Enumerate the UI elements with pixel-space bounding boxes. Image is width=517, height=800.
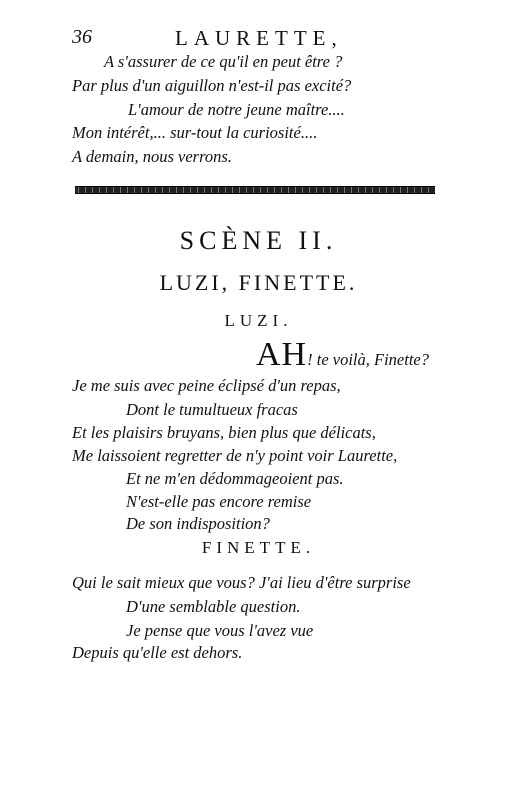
verse-line: Depuis qu'elle est dehors. xyxy=(72,643,243,662)
verse-line: A s'assurer de ce qu'il en peut être ? xyxy=(104,52,343,71)
speaker-luzi: LUZI. xyxy=(224,311,293,330)
verse-line: Par plus d'un aiguillon n'est-il pas excité? xyxy=(72,76,352,95)
verse-line: Et ne m'en dédommageoient pas. xyxy=(126,469,344,488)
verse-line-rest: ! te voilà, Finette? xyxy=(307,350,429,369)
verse-line: L'amour de notre jeune maître.... xyxy=(128,100,345,119)
ornamental-divider xyxy=(75,186,435,194)
verse-line: Et les plaisirs bruyans, bien plus que délicats, xyxy=(72,423,376,442)
verse-line: A demain, nous verrons. xyxy=(72,147,232,166)
scene-characters: LUZI, FINETTE. xyxy=(159,270,358,295)
verse-line: De son indisposition? xyxy=(126,514,270,533)
verse-line: N'est-elle pas encore remise xyxy=(126,492,312,511)
scene-title: SCÈNE II. xyxy=(179,226,338,255)
verse-line: Me laissoient regretter de n'y point voir Laurette, xyxy=(72,446,398,465)
verse-line: Qui le sait mieux que vous? J'ai lieu d'être surprise xyxy=(72,573,411,592)
page-number: 36 xyxy=(72,26,92,48)
verse-line: Je pense que vous l'avez vue xyxy=(126,621,314,640)
verse-line: Dont le tumultueux fracas xyxy=(126,400,298,419)
verse-line-first xyxy=(256,336,429,374)
verse-line: Mon intérêt,... sur-tout la curiosité.... xyxy=(72,123,318,142)
drop-cap: AH xyxy=(256,336,308,373)
running-title: LAURETTE, xyxy=(175,26,343,50)
verse-line: D'une semblable question. xyxy=(126,597,301,616)
verse-line: Je me suis avec peine éclipsé d'un repas, xyxy=(72,376,341,395)
speaker-finette: FINETTE. xyxy=(201,538,316,557)
